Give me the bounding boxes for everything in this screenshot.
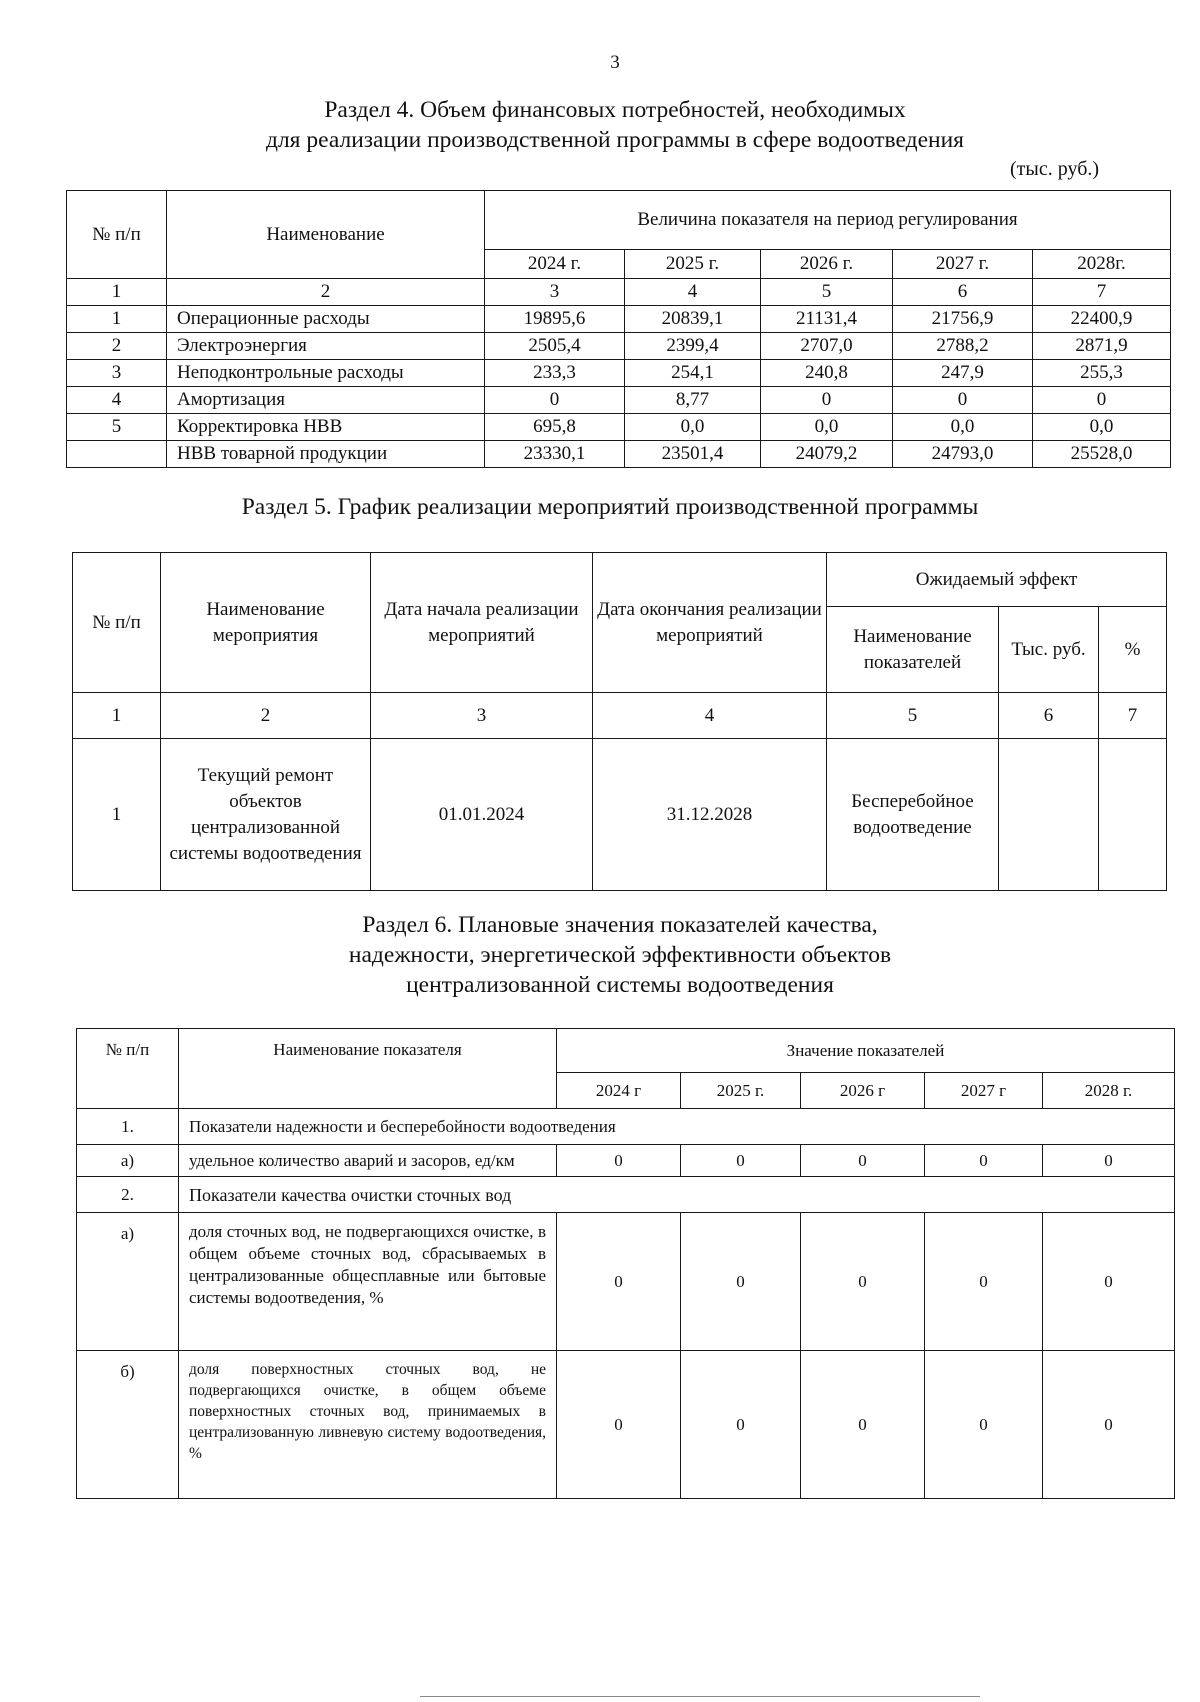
col-number: 2 <box>167 279 485 306</box>
row-num: 1 <box>73 739 161 891</box>
row-value: 8,77 <box>625 387 761 414</box>
row-value: 233,3 <box>485 360 625 387</box>
row-value: 0 <box>801 1213 925 1351</box>
row-num: а) <box>77 1213 179 1351</box>
section4-financial-table <box>66 190 1171 468</box>
scan-edge-line <box>420 1696 980 1697</box>
row-value: 0 <box>1043 1145 1175 1177</box>
row-value: 0 <box>557 1145 681 1177</box>
row-num: а) <box>77 1145 179 1177</box>
section6-title-line2: надежности, энергетической эффективности объектов <box>348 942 892 968</box>
header-values: Значение показателей <box>557 1029 1175 1073</box>
col-number: 4 <box>625 279 761 306</box>
header-name: Наименование показателя <box>179 1029 557 1109</box>
row-num: 1 <box>67 306 167 333</box>
row-value: 24079,2 <box>761 441 893 468</box>
col-number: 7 <box>1099 693 1167 739</box>
row-value: 2399,4 <box>625 333 761 360</box>
col-number: 4 <box>593 693 827 739</box>
header-year: 2028 г. <box>1043 1073 1175 1109</box>
row-value: 0 <box>681 1351 801 1499</box>
row-value: 240,8 <box>761 360 893 387</box>
table-row <box>77 1351 1175 1499</box>
group-title: Показатели качества очистки сточных вод <box>179 1177 1175 1213</box>
header-year: 2024 г. <box>485 250 625 279</box>
row-value: 0,0 <box>625 414 761 441</box>
row-value: 19895,6 <box>485 306 625 333</box>
row-indicator: Бесперебойное водоотведение <box>827 739 999 891</box>
header-indicator: Наименование показателей <box>827 607 999 693</box>
col-number: 3 <box>485 279 625 306</box>
col-number: 3 <box>371 693 593 739</box>
section5-schedule-table <box>72 552 1167 891</box>
col-number: 6 <box>999 693 1099 739</box>
row-name: НВВ товарной продукции <box>167 441 485 468</box>
row-value: 23501,4 <box>625 441 761 468</box>
header-year: 2027 г. <box>893 250 1033 279</box>
row-value: 0,0 <box>893 414 1033 441</box>
table-row <box>67 441 1171 468</box>
row-value: 20839,1 <box>625 306 761 333</box>
header-year: 2026 г. <box>761 250 893 279</box>
row-end-date: 31.12.2028 <box>593 739 827 891</box>
row-value: 2505,4 <box>485 333 625 360</box>
header-year: 2025 г. <box>681 1073 801 1109</box>
row-num: б) <box>77 1351 179 1499</box>
header-percent: % <box>1099 607 1167 693</box>
row-num <box>67 441 167 468</box>
row-value: 0 <box>801 1351 925 1499</box>
row-value: 0 <box>1043 1351 1175 1499</box>
table-row <box>67 360 1171 387</box>
row-name: доля сточных вод, не подвергающихся очистке, в общем объеме сточных вод, сбрасываемых в централизованные общесплавные или бытовые системы водоотведения, % <box>179 1213 557 1351</box>
table-row <box>67 387 1171 414</box>
row-value: 0 <box>925 1213 1043 1351</box>
table-row <box>67 333 1171 360</box>
header-thousand-rub: Тыс. руб. <box>999 607 1099 693</box>
col-number: 5 <box>827 693 999 739</box>
row-value: 247,9 <box>893 360 1033 387</box>
header-num: № п/п <box>77 1029 179 1109</box>
row-value: 0 <box>681 1145 801 1177</box>
table-row <box>67 306 1171 333</box>
group-title: Показатели надежности и бесперебойности водоотведения <box>179 1109 1175 1145</box>
header-end-date: Дата окончания реализации мероприятий <box>593 553 827 693</box>
row-value: 254,1 <box>625 360 761 387</box>
row-name: доля поверхностных сточных вод, не подвергающихся очистке, в общем объеме поверхностных сточных вод, принимаемых в централизованную ливневую систему водоотведения, % <box>179 1351 557 1499</box>
table-row <box>77 1145 1175 1177</box>
header-num: № п/п <box>73 553 161 693</box>
section4-title-line2: для реализации производственной программы в сфере водоотведения <box>266 127 964 153</box>
header-year: 2025 г. <box>625 250 761 279</box>
table-row <box>77 1213 1175 1351</box>
header-year: 2027 г <box>925 1073 1043 1109</box>
row-value: 0 <box>801 1145 925 1177</box>
col-number: 5 <box>761 279 893 306</box>
row-value: 0 <box>1043 1213 1175 1351</box>
row-value: 25528,0 <box>1033 441 1171 468</box>
header-num: № п/п <box>67 191 167 279</box>
row-value: 0 <box>557 1213 681 1351</box>
row-name: Электроэнергия <box>167 333 485 360</box>
header-start-date: Дата начала реализации мероприятий <box>371 553 593 693</box>
row-value: 22400,9 <box>1033 306 1171 333</box>
row-value: 21756,9 <box>893 306 1033 333</box>
group-num: 2. <box>77 1177 179 1213</box>
row-value: 0 <box>681 1213 801 1351</box>
row-percent <box>1099 739 1167 891</box>
row-name: удельное количество аварий и засоров, ед/км <box>179 1145 557 1177</box>
row-value: 24793,0 <box>893 441 1033 468</box>
row-num: 5 <box>67 414 167 441</box>
row-num: 3 <box>67 360 167 387</box>
header-name: Наименование мероприятия <box>161 553 371 693</box>
row-value: 0 <box>893 387 1033 414</box>
header-expected-effect: Ожидаемый эффект <box>827 553 1167 607</box>
row-num: 2 <box>67 333 167 360</box>
header-year: 2024 г <box>557 1073 681 1109</box>
header-year: 2028г. <box>1033 250 1171 279</box>
row-value: 0 <box>1033 387 1171 414</box>
section6-title-line1: Раздел 6. Плановые значения показателей качества, <box>362 912 878 938</box>
row-value: 2871,9 <box>1033 333 1171 360</box>
row-value: 23330,1 <box>485 441 625 468</box>
row-value: 0 <box>557 1351 681 1499</box>
table-row <box>67 414 1171 441</box>
row-name: Операционные расходы <box>167 306 485 333</box>
row-value: 0,0 <box>761 414 893 441</box>
row-value: 255,3 <box>1033 360 1171 387</box>
group-num: 1. <box>77 1109 179 1145</box>
row-value: 21131,4 <box>761 306 893 333</box>
row-name: Текущий ремонт объектов централизованной системы водоотведения <box>161 739 371 891</box>
section6-title-line3: централизованной системы водоотведения <box>406 972 834 998</box>
row-value: 0,0 <box>1033 414 1171 441</box>
col-number: 1 <box>67 279 167 306</box>
header-year: 2026 г <box>801 1073 925 1109</box>
row-num: 4 <box>67 387 167 414</box>
col-number: 6 <box>893 279 1033 306</box>
row-value: 0 <box>761 387 893 414</box>
section4-title-line1: Раздел 4. Объем финансовых потребностей, необходимых <box>324 97 906 123</box>
units-label: (тыс. руб.) <box>1010 158 1100 180</box>
col-number: 1 <box>73 693 161 739</box>
row-thousand-rub <box>999 739 1099 891</box>
col-number: 2 <box>161 693 371 739</box>
col-number: 7 <box>1033 279 1171 306</box>
section5-title: Раздел 5. График реализации мероприятий производственной программы <box>241 494 979 520</box>
row-start-date: 01.01.2024 <box>371 739 593 891</box>
header-name: Наименование <box>167 191 485 279</box>
header-period: Величина показателя на период регулирования <box>485 191 1171 250</box>
section6-indicators-table <box>76 1028 1175 1499</box>
row-value: 0 <box>485 387 625 414</box>
row-value: 2788,2 <box>893 333 1033 360</box>
row-value: 695,8 <box>485 414 625 441</box>
row-name: Неподконтрольные расходы <box>167 360 485 387</box>
row-value: 0 <box>925 1351 1043 1499</box>
row-value: 2707,0 <box>761 333 893 360</box>
row-name: Амортизация <box>167 387 485 414</box>
row-value: 0 <box>925 1145 1043 1177</box>
page-number: 3 <box>610 52 620 73</box>
row-name: Корректировка НВВ <box>167 414 485 441</box>
table-row <box>73 739 1167 891</box>
